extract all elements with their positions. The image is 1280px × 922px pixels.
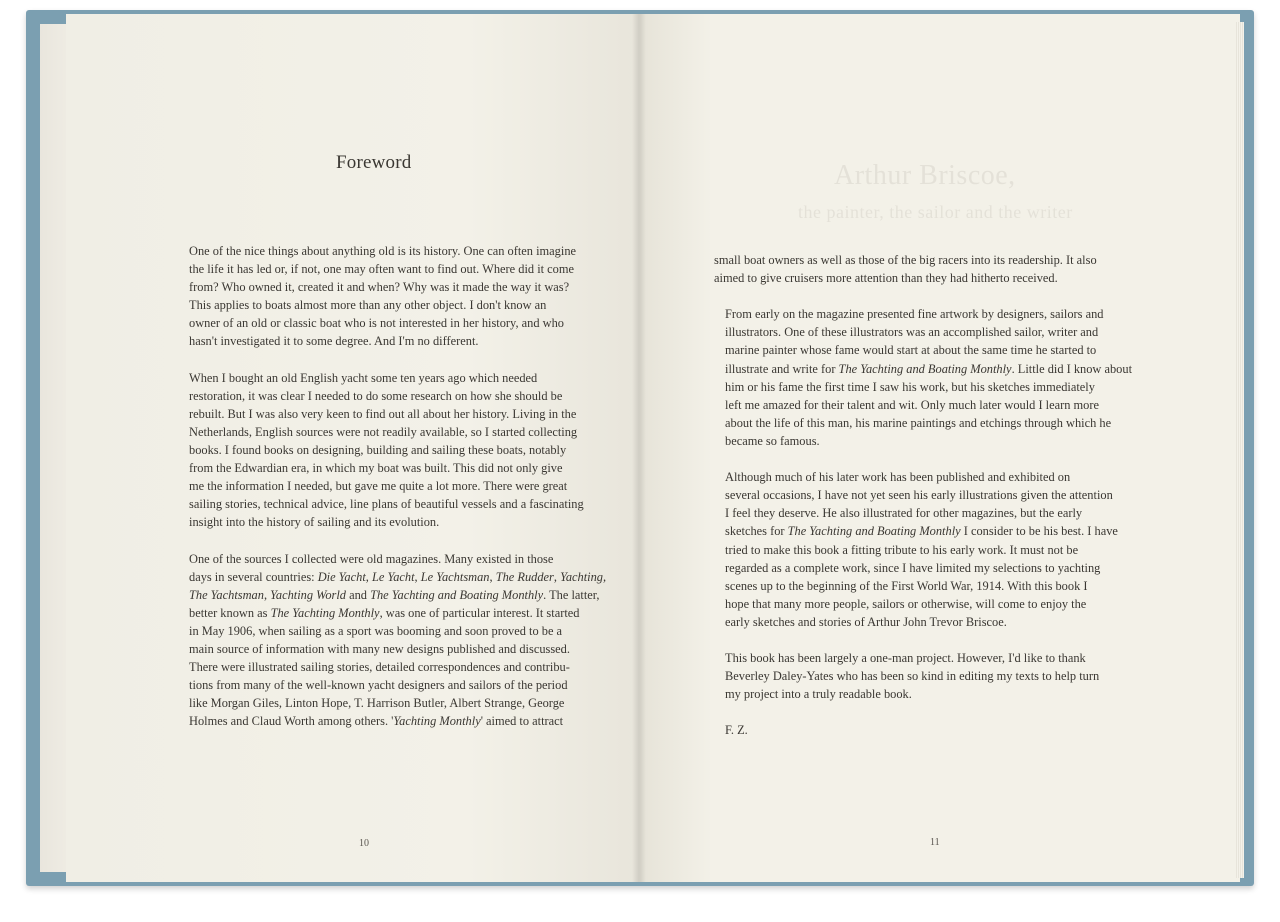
text-line: from the Edwardian era, in which my boat was built. This did not only give [189,461,563,476]
text-line: days in several countries: Die Yacht, Le Yacht, Le Yachtsman, The Rudder, Yachting, [189,569,607,584]
text-line: sketches for The Yachting and Boating Monthly I consider to be his best. I have [725,524,1118,539]
text-line: illustrators. One of these illustrators was an accomplished sailor, writer and [725,325,1099,340]
text-line: This book has been largely a one-man project. However, I'd like to thank [725,651,1086,666]
text-line: tions from many of the well-known yacht designers and sailors of the period [189,678,568,693]
text-line: left me amazed for their talent and wit. Only much later would I learn more [725,397,1099,412]
text-line: One of the sources I collected were old magazines. Many existed in those [189,551,554,566]
text-line: about the life of this man, his marine paintings and etchings through which he [725,415,1112,430]
text-line: restoration, it was clear I needed to do some research on how she should be [189,388,563,403]
text-line: hope that many more people, sailors or otherwise, will come to enjoy the [725,596,1087,611]
text-line: This applies to boats almost more than any other object. I don't know an [189,298,547,313]
page-heading: Foreword [336,152,412,173]
paragraph [714,305,1134,450]
text-line: like Morgan Giles, Linton Hope, T. Harrison Butler, Albert Strange, George [189,696,565,711]
text-line: me the information I needed, but gave me quite a lot more. There were great [189,479,568,494]
paragraph [178,369,588,532]
show-through-subtitle: the painter, the sailor and the writer [798,202,1073,222]
text-line: him or his fame the first time I saw his work, but his sketches immediately [725,379,1095,394]
text-line: sailing stories, technical advice, line plans of beautiful vessels and a fascinating [189,497,584,512]
text-line: aimed to give cruisers more attention than they had hitherto received. [714,271,1058,286]
left-page-text [178,242,607,749]
text-line: better known as The Yachting Monthly, was one of particular interest. It started [189,605,580,620]
text-line: owner of an old or classic boat who is not interested in her history, and who [189,316,564,331]
text-line: There were illustrated sailing stories, detailed correspondences and contribu- [189,660,570,675]
text-line: from? Who owned it, created it and when? Why was it made the way it was? [189,280,570,295]
paragraph [178,242,588,351]
text-line: my project into a truly readable book. [725,687,912,702]
show-through-title: Arthur Briscoe, [834,160,1016,191]
right-page-text [714,251,1134,758]
page-number-right: 11 [930,837,940,848]
text-line: main source of information with many new designs published and discussed. [189,642,570,657]
text-line: Netherlands, English sources were not readily available, so I started collecting [189,424,578,439]
text-line: Holmes and Claud Worth among others. 'Yachting Monthly' aimed to attract [189,714,564,729]
text-line: the life it has led or, if not, one may often want to find out. Where did it come [189,262,575,277]
text-line: in May 1906, when sailing as a sport was booming and soon proved to be a [189,623,563,638]
text-line: F. Z. [725,723,748,738]
text-line: I feel they deserve. He also illustrated for other magazines, but the early [725,506,1083,521]
text-line: Although much of his later work has been published and exhibited on [725,470,1071,485]
signature [714,721,1134,739]
text-line: marine painter whose fame would start at about the same time he started to [725,343,1097,358]
text-line: tried to make this book a fitting tribute to his early work. It must not be [725,542,1079,557]
text-line: scenes up to the beginning of the First World War, 1914. With this book I [725,578,1088,593]
text-line: hasn't investigated it to some degree. And I'm no different. [189,334,479,349]
text-line: The Yachtsman, Yachting World and The Yachting and Boating Monthly. The latter, [189,587,600,602]
paragraph [714,649,1134,703]
text-line: became so famous. [725,433,820,448]
paragraph [714,251,1134,287]
text-line: One of the nice things about anything old is its history. One can often imagine [189,244,577,258]
text-line: rebuilt. But I was also very keen to find out all about her history. Living in the [189,406,577,421]
text-line: small boat owners as well as those of the big racers into its readership. It also [714,253,1097,267]
text-line: Beverley Daley-Yates who has been so kind in editing my texts to help turn [725,669,1100,684]
text-line: When I bought an old English yacht some ten years ago which needed [189,370,538,385]
text-line: illustrate and write for The Yachting and Boating Monthly. Little did I know about [725,361,1133,376]
page-number-left: 10 [359,838,369,849]
text-line: several occasions, I have not yet seen his early illustrations given the attention [725,488,1113,503]
text-line: From early on the magazine presented fine artwork by designers, sailors and [725,307,1104,322]
paragraph [178,550,607,731]
text-line: insight into the history of sailing and its evolution. [189,515,440,530]
book-gutter [632,14,646,882]
text-line: books. I found books on designing, building and sailing these boats, notably [189,443,567,458]
paragraph [714,468,1134,631]
text-line: early sketches and stories of Arthur John Trevor Briscoe. [725,614,1007,629]
right-page-edges [1236,22,1244,878]
text-line: regarded as a complete work, since I have limited my selections to yachting [725,560,1101,575]
